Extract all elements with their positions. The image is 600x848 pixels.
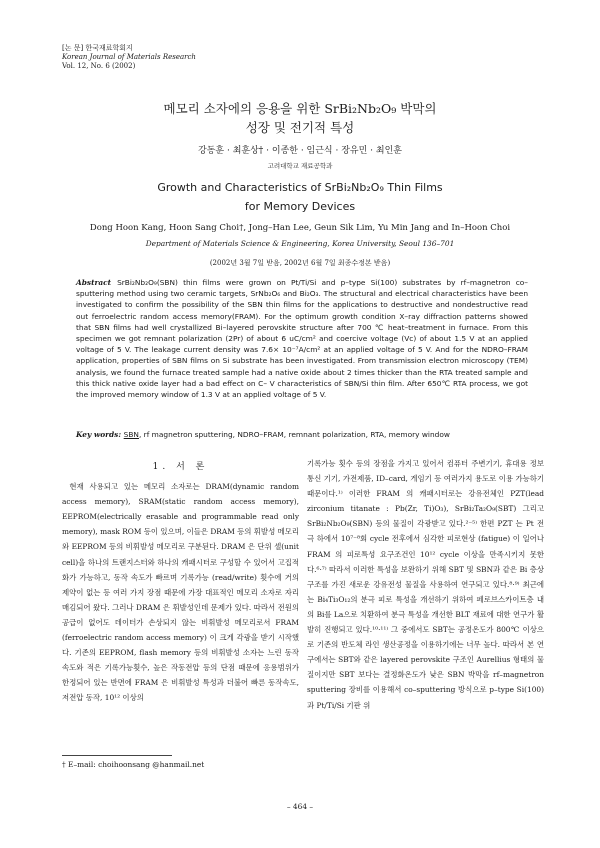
- body-paragraph: 현재 사용되고 있는 메모리 소자로는 DRAM(dynamic random access memory), SRAM(static random access memory), EEPROM(electrically erasable and programmable read only memory), mask ROM 등이 있으며, 이들은 DRAM 등의 휘발성 메모리와 EEPROM 등의 비휘발성 메모리로 구분된다. DRAM 은 단위 셀(unit cell)을 하나의 트랜지스터와 하나의 캐패시터로 구성할 수 있어서 고집적화가 가능하고, 동작 속도가 빠르며 기록가능 (read/write) 횟수에 거의 제약이 없는 등 여러 가지 장점 때문에 가장 대표적인 메모리 소자로 자리 매김되어 왔다. 그러나 DRAM 은 휘발성인데 문제가 있다. 따라서 전원의 공급이 없어도 데이터가 손상되지 않는 비휘발성 메모리로서 FRAM (ferroelectric random access memory) 이 크게 각광을 받기 시작했다. 기존의 EEPROM, flash memory 등의 비휘발성 소자는 느린 동작속도와 적은 기록가능횟수, 높은 작동전압 등의 단점 때문에 응용범위가 한정되어 있는 반면에 FRAM 은 비휘발성 특성과 더불어 빠른 동작속도, 저전압 동작, 10¹² 이상의: [62, 482, 299, 703]
- journal-volume: Vol. 12, No. 6 (2002): [62, 62, 136, 70]
- title-korean-line1: 메모리 소자에의 응용을 위한 SrBi₂Nb₂O₉ 박막의: [163, 101, 437, 116]
- title-english-line2: for Memory Devices: [244, 200, 356, 213]
- title-korean: [0, 99, 600, 137]
- body-column-left: [62, 456, 299, 706]
- keywords-rest: , rf magnetron sputtering, NDRO–FRAM, remnant polarization, RTA, memory window: [138, 430, 450, 439]
- keyword-first: SBN: [123, 430, 139, 439]
- affiliation-korean: 고려대학교 재료공학과: [267, 162, 333, 170]
- title-english: [0, 178, 600, 216]
- title-korean-line2: 성장 및 전기적 특성: [245, 120, 355, 135]
- abstract-label: Abstract: [76, 278, 112, 287]
- footnote-divider: [62, 755, 172, 756]
- authors-english: Dong Hoon Kang, Hoon Sang Choi†, Jong–Han Lee, Geun Sik Lim, Yu Min Jang and In–Hoon Choi: [89, 223, 511, 233]
- footnote-email: † E–mail: choihoonsang @hanmail.net: [62, 760, 205, 769]
- journal-name-en: Korean Journal of Materials Research: [62, 53, 196, 61]
- body-paragraph: 기록가능 횟수 등의 장점을 가지고 있어서 컴퓨터 주변기기, 휴대용 정보통신 기기, 가전제품, ID–card, 게임기 등 여러가지 용도로 이용 가능하기 때문이다.¹⁾ 이러한 FRAM 의 캐패시터로는 강유전체인 PZT(lead zirconium titanate : Pb(Zr, Ti)O₃), SrBi₂Ta₂O₉(SBT) 그리고 SrBi₂Nb₂O₉(SBN) 등의 물질이 각광받고 있다.²⁻⁵⁾ 한편 PZT 는 Pt 전극 하에서 10⁷⁻⁸회 cycle 전후에서 심각한 피로현상 (fatigue) 이 일어나 FRAM 의 피로특성 요구조건인 10¹² cycle 이상을 만족시키지 못한다.⁶·⁷⁾ 따라서 이러한 특성을 보완하기 위해 SBT 및 SBN과 같은 Bi 층상구조를 가진 새로운 강유전성 물질을 사용하여 연구되고 있다.⁸·⁹⁾ 최근에는 Bi₄Ti₃O₁₂의 분극 피로 특성을 개선하기 위하여 페로브스카이트층 내의 Bi를 La으로 치환하여 분극 특성을 개선한 BLT 재료에 대한 연구가 활발히 진행되고 있다.¹⁰·¹¹⁾ 그 중에서도 SBT는 공정온도가 800℃ 이상으로 기존의 반도체 라인 생산공정을 이용하기에는 너무 높다. 따라서 본 연구에서는 SBT와 같은 layered perovskite 구조인 Aurellius 형태의 물질이지만 SBT 보다는 결정화온도가 낮은 SBN 박막을 rf–magnetron sputtering 장비를 이용해서 co–sputtering 방식으로 p–type Si(100)과 Pt/Ti/Si 기판 위: [307, 459, 544, 710]
- abstract: [76, 277, 528, 400]
- page-number: – 464 –: [286, 802, 314, 811]
- section-heading-introduction: 1. 서 론: [152, 462, 209, 472]
- affiliation-english: Department of Materials Science & Engineering, Korea University, Seoul 136–701: [145, 239, 455, 248]
- authors-korean: 강동훈 · 최훈상† · 이종한 · 임근식 · 장유민 · 최인훈: [198, 146, 402, 156]
- body-column-right: [307, 456, 544, 713]
- journal-name-ko: [논 문] 한국재료학회지: [62, 44, 133, 52]
- abstract-text: SrBi₂Nb₂O₉(SBN) thin films were grown on Pt/Ti/Si and p–type Si(100) substrates by rf–magnetron co–sputtering method using two ceramic targets, SrNb₂O₆ and Bi₂O₃. The structural and electrical characteristics have been investigated to confirm the possibility of the SBN thin films for the applications to destructive and nondestructive read out ferroelectric random access memory(FRAM). For the optimum growth condition X–ray diffraction patterns showed that SBN films had well crystallized Bi–layered perovskite structure after 700 ℃ heat–treatment in furnace. From this specimen we got remnant polarization (2Pr) of about 6 uC/cm² and coercive voltage (Vc) of about 1.5 V at an applied voltage of 5 V. The leakage current density was 7.6× 10⁻⁷A/cm² at an applied voltage of 5 V. And for the NDRO–FRAM application, properties of SBN films on Si substrate has been investigated. From transmission electron microscopy (TEM) analysis, we found the furnace treated sample had a native oxide about 2 times thicker than the RTA treated sample and this thick native oxide layer had a bad effect on C– V characteristics of SBN/Si thin film. After 650℃ RTA process, we got the improved memory window of 1.3 V at an applied voltage of 5 V.: [76, 278, 528, 400]
- received-dates: (2002년 3월 7일 받음, 2002년 6월 7일 최종수정본 받음): [209, 259, 391, 267]
- journal-header: [62, 44, 196, 71]
- keywords-label: Key words: [76, 430, 119, 439]
- keywords: Key words: SBN, rf magnetron sputtering, NDRO–FRAM, remnant polarization, RTA, memory window: [76, 430, 450, 439]
- title-english-line1: Growth and Characteristics of SrBi₂Nb₂O₉ Thin Films: [157, 181, 443, 194]
